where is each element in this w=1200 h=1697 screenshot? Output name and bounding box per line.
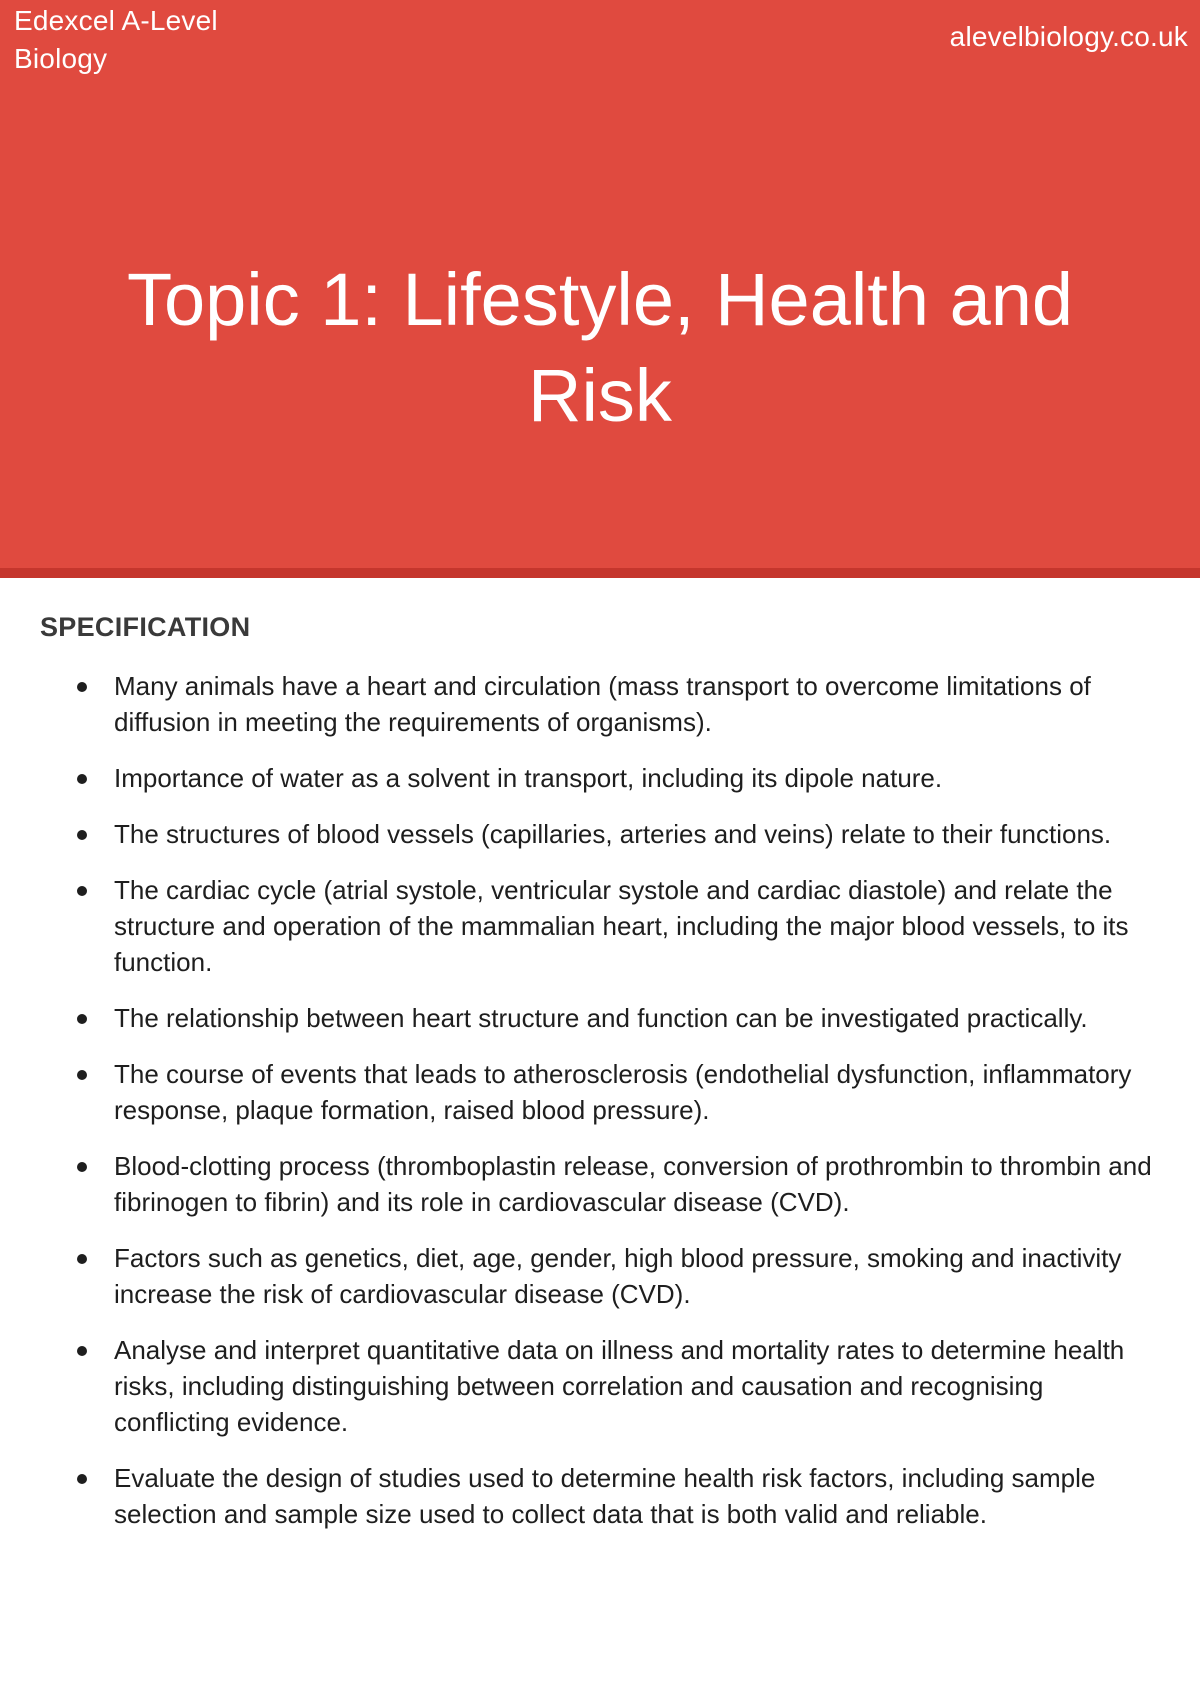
page-title: Topic 1: Lifestyle, Health and Risk — [126, 258, 1074, 437]
list-item — [0, 760, 1200, 796]
list-item-text: Factors such as genetics, diet, age, gender, high blood pressure, smoking and inactivity increase the risk of cardiovascular disease (CVD). — [114, 1243, 1122, 1309]
specification-heading: SPECIFICATION — [40, 612, 251, 642]
list-item — [0, 872, 1200, 980]
list-item-text: The relationship between heart structure and function can be investigated practically. — [114, 1003, 1088, 1033]
specification-list — [0, 668, 1200, 1552]
list-item — [0, 668, 1200, 740]
course-label-line1: Edexcel A-Level — [14, 5, 218, 36]
bullet-icon — [77, 830, 87, 840]
list-item-text: The course of events that leads to atherosclerosis (endothelial dysfunction, inflammatory response, plaque formation, raised blood pressure). — [114, 1059, 1132, 1125]
list-item — [0, 1000, 1200, 1036]
bullet-icon — [77, 886, 87, 896]
header-banner — [0, 0, 1200, 568]
header-divider — [0, 568, 1200, 578]
list-item-text: Evaluate the design of studies used to determine health risk factors, including sample selection and sample size used to collect data that is both valid and reliable. — [114, 1463, 1096, 1529]
list-item — [0, 1056, 1200, 1128]
list-item — [0, 1240, 1200, 1312]
list-item — [0, 1332, 1200, 1440]
list-item — [0, 1148, 1200, 1220]
bullet-icon — [77, 1070, 87, 1080]
bullet-icon — [77, 774, 87, 784]
list-item-text: The cardiac cycle (atrial systole, ventricular systole and cardiac diastole) and relate the structure and operation of the mammalian heart, including the major blood vessels, to its function. — [114, 875, 1129, 977]
bullet-icon — [77, 1162, 87, 1172]
bullet-icon — [77, 1254, 87, 1264]
list-item-text: Analyse and interpret quantitative data on illness and mortality rates to determine health risks, including distinguishing between correlation and causation and recognising conflicting evidence. — [114, 1335, 1125, 1437]
course-label — [14, 2, 218, 78]
list-item-text: Importance of water as a solvent in transport, including its dipole nature. — [114, 763, 943, 793]
bullet-icon — [77, 1014, 87, 1024]
list-item-text: Many animals have a heart and circulation (mass transport to overcome limitations of diffusion in meeting the requirements of organisms). — [114, 671, 1091, 737]
list-item-text: Blood-clotting process (thromboplastin release, conversion of prothrombin to thrombin and fibrinogen to fibrin) and its role in cardiovascular disease (CVD). — [114, 1151, 1152, 1217]
bullet-icon — [77, 1474, 87, 1484]
list-item — [0, 816, 1200, 852]
bullet-icon — [77, 1346, 87, 1356]
site-label: alevelbiology.co.uk — [949, 21, 1188, 52]
list-item — [0, 1460, 1200, 1532]
course-label-line2: Biology — [14, 43, 108, 74]
list-item-text: The structures of blood vessels (capillaries, arteries and veins) relate to their functions. — [114, 819, 1112, 849]
bullet-icon — [77, 682, 87, 692]
